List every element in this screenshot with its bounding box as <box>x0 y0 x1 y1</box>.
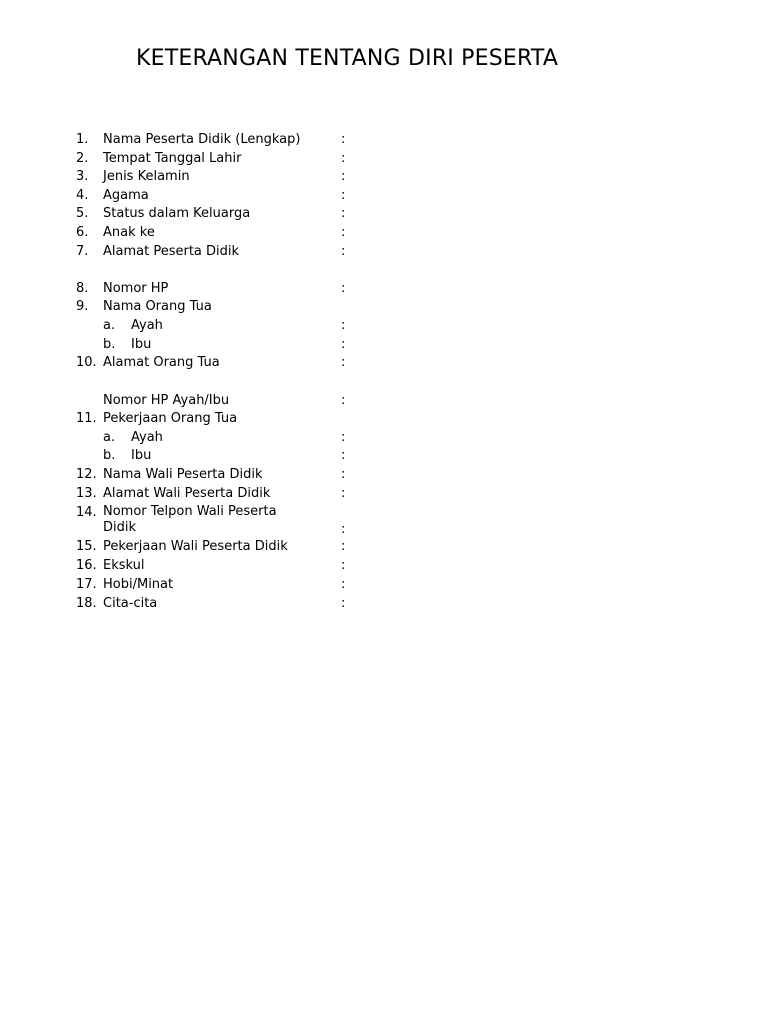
form-item <box>0 392 768 410</box>
item-colon: : <box>341 486 346 501</box>
item-label: Status dalam Keluarga <box>103 206 251 221</box>
item-label: Pekerjaan Orang Tua <box>103 411 238 426</box>
form-item <box>0 224 768 242</box>
item-number: 3. <box>76 169 89 184</box>
form-item <box>0 168 768 186</box>
form-item <box>0 205 768 223</box>
item-colon: : <box>341 281 346 296</box>
item-colon: : <box>341 522 346 537</box>
form-item <box>0 243 768 261</box>
item-label: Nomor HP Ayah/Ibu <box>103 393 230 408</box>
item-colon: : <box>341 225 346 240</box>
item-number: 10. <box>76 355 97 370</box>
form-item <box>0 298 768 316</box>
form-subitem <box>0 447 768 465</box>
item-number: 9. <box>76 299 89 314</box>
form-item <box>0 485 768 503</box>
item-label: Alamat Orang Tua <box>103 355 220 370</box>
item-colon: : <box>341 337 346 352</box>
item-number: 1. <box>76 132 89 147</box>
form-item <box>0 131 768 149</box>
item-colon: : <box>341 188 346 203</box>
item-number: 4. <box>76 188 89 203</box>
item-colon: : <box>341 430 346 445</box>
item-label: Nama Wali Peserta Didik <box>103 467 263 482</box>
item-colon: : <box>341 151 346 166</box>
item-label: Nama Orang Tua <box>103 299 212 314</box>
item-label: Jenis Kelamin <box>103 169 190 184</box>
item-label: Alamat Peserta Didik <box>103 244 240 259</box>
item-label: Ekskul <box>103 558 145 573</box>
item-label: Alamat Wali Peserta Didik <box>103 486 271 501</box>
item-colon: : <box>341 132 346 147</box>
form-subitem <box>0 336 768 354</box>
item-label: Tempat Tanggal Lahir <box>103 151 242 166</box>
item-colon: : <box>341 577 346 592</box>
item-label: Nomor HP <box>103 281 169 296</box>
subitem-letter: b. <box>103 337 116 352</box>
item-number: 12. <box>76 467 97 482</box>
item-number: 16. <box>76 558 97 573</box>
item-colon: : <box>341 596 346 611</box>
subitem-letter: a. <box>103 318 116 333</box>
subitem-letter: b. <box>103 448 116 463</box>
item-label: Hobi/Minat <box>103 577 174 592</box>
item-number: 13. <box>76 486 97 501</box>
item-number: 17. <box>76 577 97 592</box>
item-colon: : <box>341 467 346 482</box>
item-number: 5. <box>76 206 89 221</box>
item-number: 14. <box>76 505 97 520</box>
item-colon: : <box>341 318 346 333</box>
form-item <box>0 280 768 298</box>
item-colon: : <box>341 355 346 370</box>
form-item <box>0 595 768 613</box>
document-title: KETERANGAN TENTANG DIRI PESERTA <box>136 46 559 71</box>
item-label: Nama Peserta Didik (Lengkap) <box>103 132 301 147</box>
subitem-label: Ibu <box>131 337 152 352</box>
item-label: Agama <box>103 188 149 203</box>
item-number: 6. <box>76 225 89 240</box>
item-number: 15. <box>76 539 97 554</box>
form-item <box>0 504 768 540</box>
form-subitem <box>0 429 768 447</box>
item-colon: : <box>341 448 346 463</box>
form-subitem <box>0 317 768 335</box>
item-number: 2. <box>76 151 89 166</box>
subitem-label: Ibu <box>131 448 152 463</box>
item-colon: : <box>341 169 346 184</box>
item-label: Cita-cita <box>103 596 158 611</box>
item-colon: : <box>341 539 346 554</box>
form-item <box>0 538 768 556</box>
subitem-letter: a. <box>103 430 116 445</box>
item-number: 8. <box>76 281 89 296</box>
item-label: Nomor Telpon Wali Peserta Didik <box>103 504 277 535</box>
form-item <box>0 410 768 428</box>
item-label: Pekerjaan Wali Peserta Didik <box>103 539 288 554</box>
item-label: Anak ke <box>103 225 155 240</box>
form-item <box>0 466 768 484</box>
item-number: 11. <box>76 411 97 426</box>
form-item <box>0 576 768 594</box>
item-colon: : <box>341 206 346 221</box>
form-item <box>0 557 768 575</box>
form-item <box>0 150 768 168</box>
form-item <box>0 354 768 372</box>
form-item <box>0 187 768 205</box>
item-colon: : <box>341 244 346 259</box>
item-number: 18. <box>76 596 97 611</box>
subitem-label: Ayah <box>131 318 163 333</box>
item-number: 7. <box>76 244 89 259</box>
item-colon: : <box>341 393 346 408</box>
item-colon: : <box>341 558 346 573</box>
subitem-label: Ayah <box>131 430 163 445</box>
